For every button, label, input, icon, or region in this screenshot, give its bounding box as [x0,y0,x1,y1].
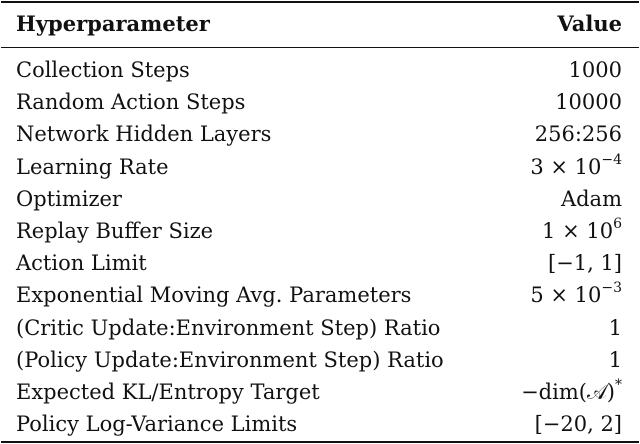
row-value [561,183,622,215]
row-parameter: Random Action Steps [16,90,246,115]
row-value [521,376,622,408]
row-value-text: 3 × 10 [530,154,602,179]
header-hyperparameter: Hyperparameter [16,11,210,36]
table-row [16,215,622,247]
row-value-text: Adam [560,186,622,211]
row-parameter: Exponential Moving Avg. Parameters [16,283,412,308]
row-value-text: [−1, 1] [547,251,622,276]
header-rule [1,47,639,48]
table-row [16,118,622,150]
row-value-exponent: −4 [601,151,622,168]
row-value [569,54,622,86]
table-row [16,247,622,279]
row-value-text: 1 × 10 [542,219,614,243]
row-value-exponent: −3 [601,280,622,297]
row-value [542,215,622,247]
table-row [16,408,622,440]
row-value [535,118,622,150]
row-parameter: Replay Buffer Size [16,219,214,243]
row-value-exponent: 6 [613,216,622,232]
bottom-rule [1,441,639,443]
row-value [609,344,622,376]
row-value [530,279,622,311]
row-value-text: 1000 [568,58,622,82]
row-parameter: Learning Rate [16,154,169,179]
row-parameter: (Policy Update:Environment Step) Ratio [16,347,444,372]
row-value-exponent: * [615,377,622,393]
row-value [609,312,622,344]
row-value [530,151,622,183]
row-value-text: 5 × 10 [530,283,602,308]
row-parameter: Network Hidden Layers [16,122,272,147]
table-row [16,151,622,183]
row-parameter: (Critic Update:Environment Step) Ratio [16,315,441,340]
table-row [16,376,622,408]
row-value [555,86,622,118]
row-parameter: Policy Log-Variance Limits [16,412,298,437]
row-value-text: 1 [608,315,622,340]
row-parameter: Expected KL/Entropy Target [16,380,320,404]
row-value-text: 1 [608,347,622,372]
row-parameter: Action Limit [16,251,147,276]
row-value-text: 256:256 [534,122,622,147]
row-value-text: −dim(𝒜) [521,380,615,404]
table-row [16,54,622,86]
header-value: Value [557,11,622,36]
table-row [16,279,622,311]
row-value-text: [−20, 2] [534,412,622,437]
table-header-row [16,8,622,40]
row-value [535,408,622,440]
row-parameter: Optimizer [16,186,122,211]
row-parameter: Collection Steps [16,58,190,82]
row-value [548,247,622,279]
top-rule [1,1,639,3]
table-row [16,344,622,376]
table-row [16,86,622,118]
row-value-text: 10000 [555,90,622,115]
table-row [16,312,622,344]
table-row [16,183,622,215]
